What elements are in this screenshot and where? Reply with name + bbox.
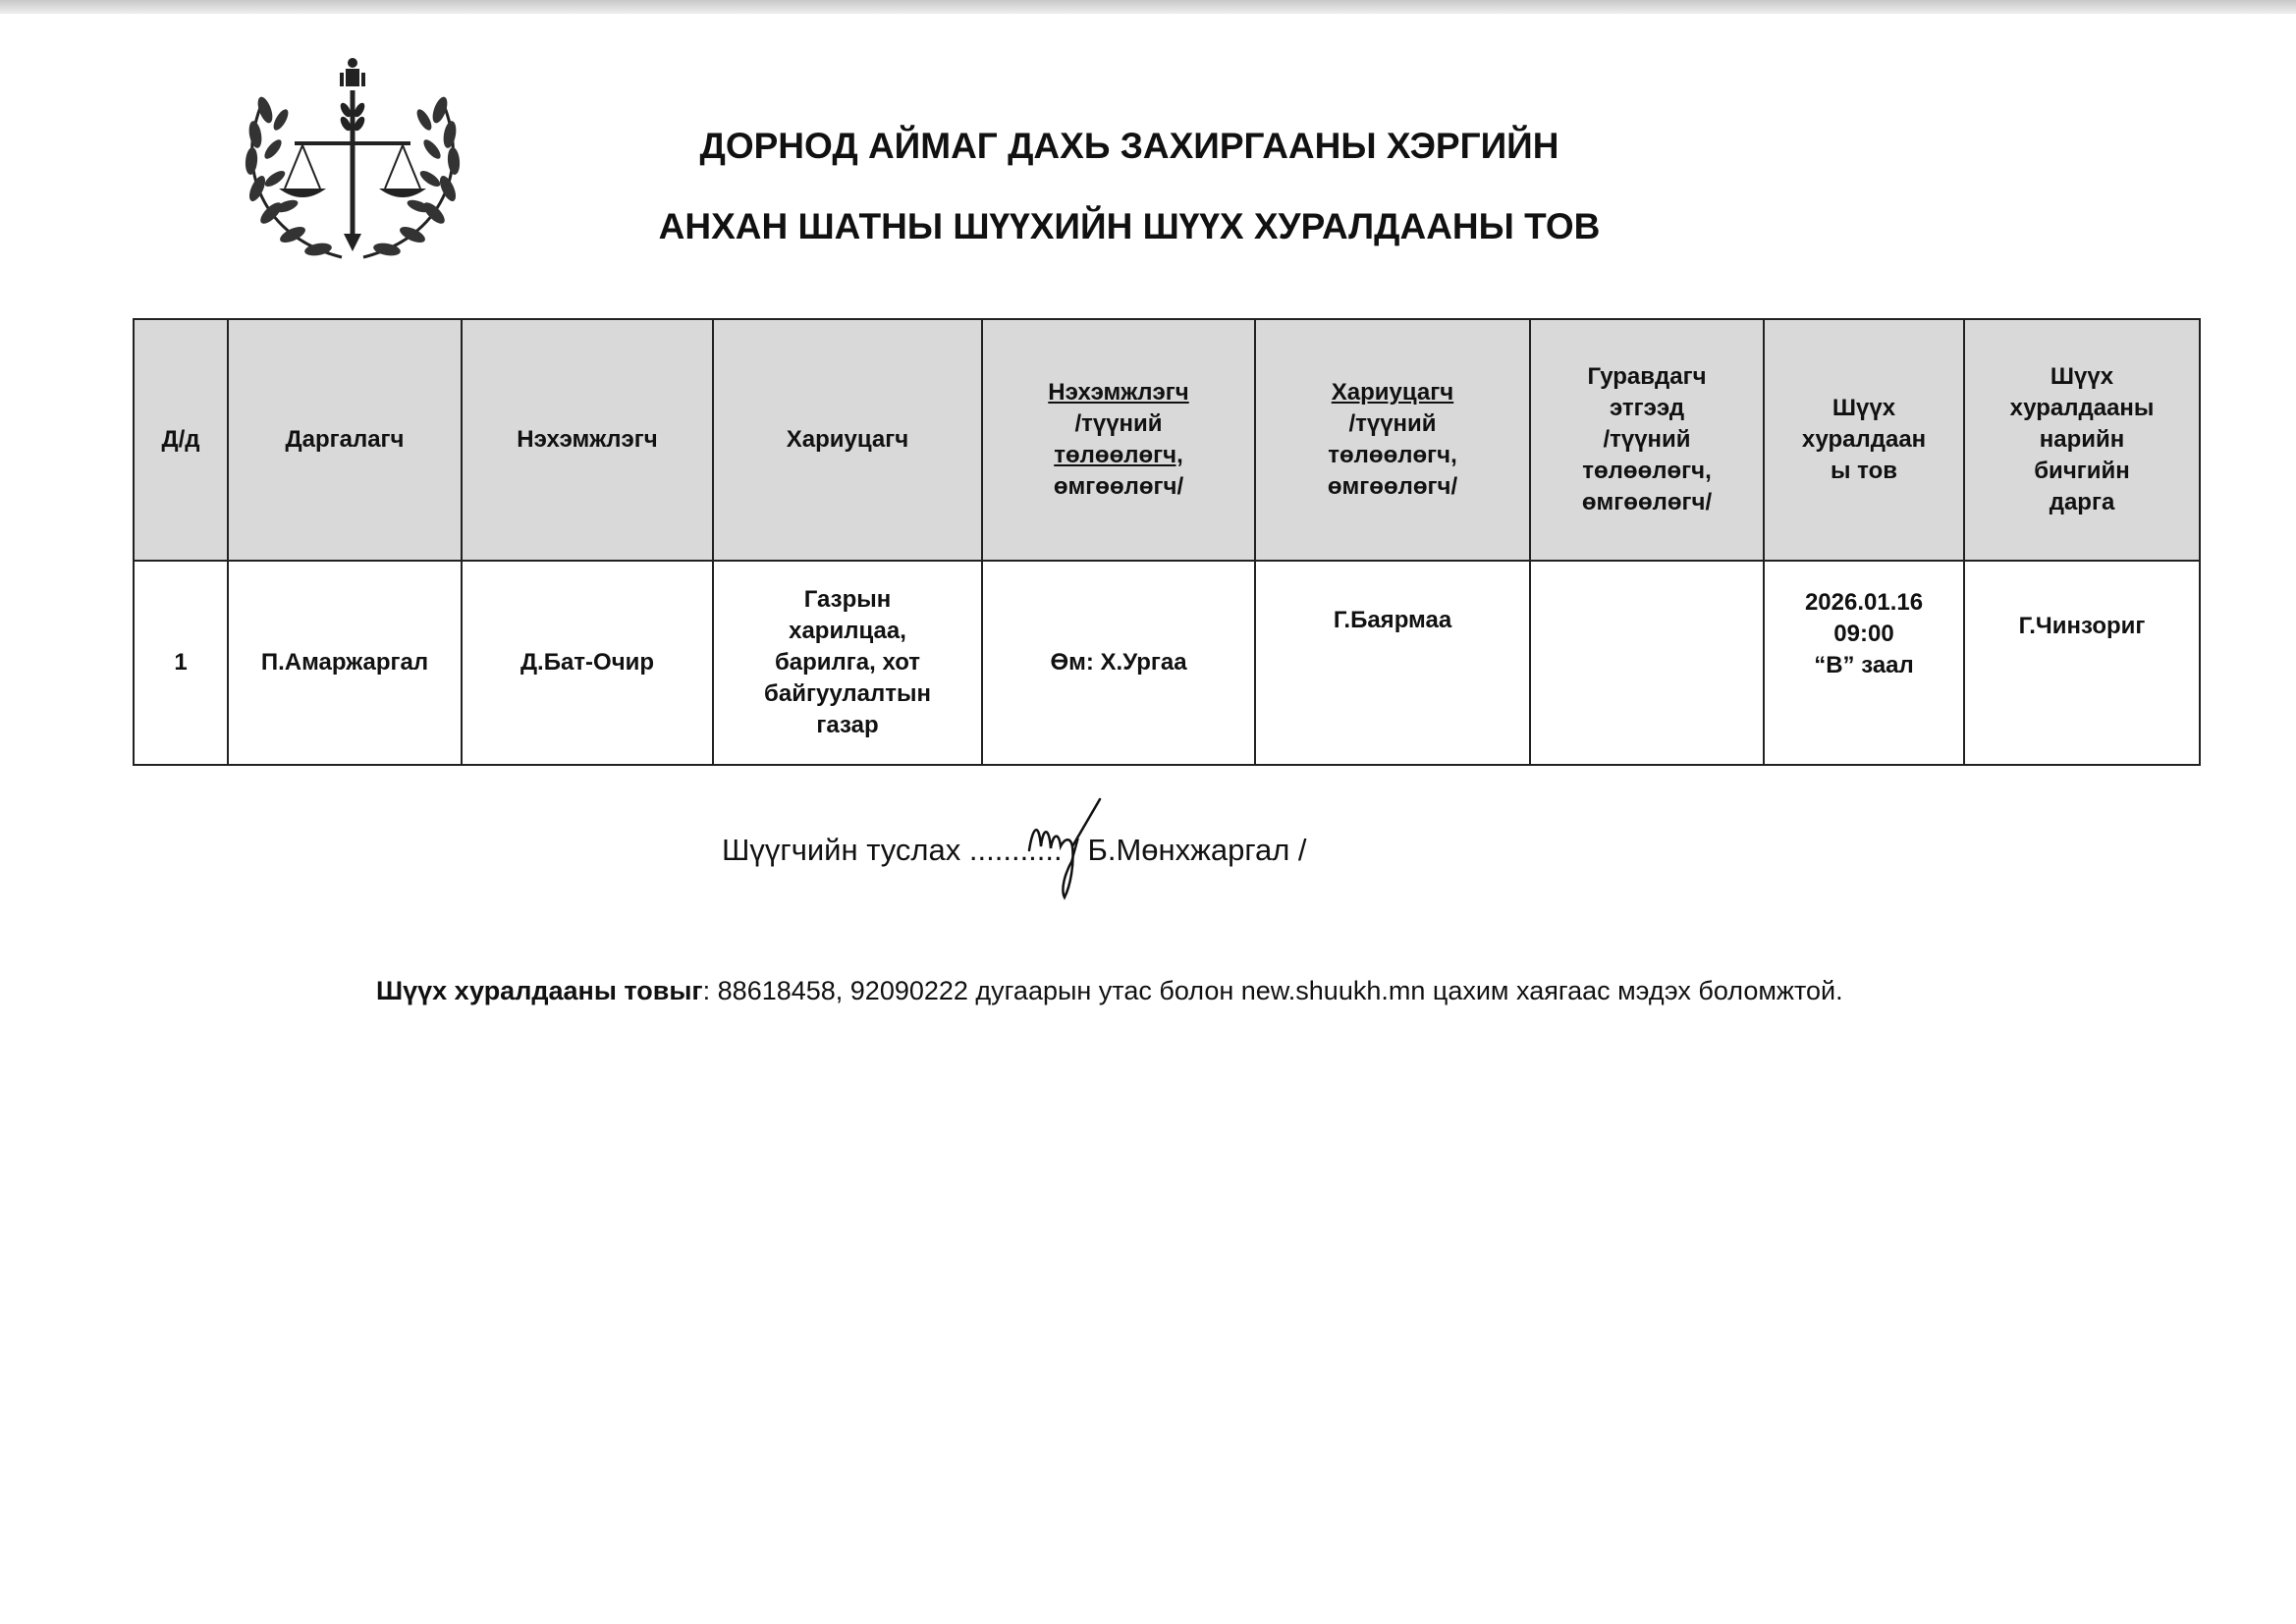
page-title: [550, 106, 1709, 267]
header-secretary-l1: Шүүх: [2050, 363, 2114, 390]
header-defendant-rep-sub1: /түүний: [1348, 410, 1437, 437]
cell-hearing-schedule: [1764, 561, 1964, 765]
header-hearing-l3: ы тов: [1830, 458, 1897, 484]
cell-defendant: [713, 561, 982, 765]
handwritten-signature: [1021, 795, 1110, 903]
cell-defendant-l5: газар: [816, 712, 879, 738]
header-third-party-l5: өмгөөлөгч/: [1581, 489, 1713, 515]
header-plaintiff-rep-sub1: /түүний: [1074, 410, 1163, 437]
header-defendant: [713, 319, 982, 561]
signature-line: [722, 833, 1307, 868]
cell-defendant-rep: Г.Баярмаа: [1255, 561, 1530, 765]
cell-plaintiff: Д.Бат-Очир: [462, 561, 713, 765]
header-third-party-l4: төлөөлөгч,: [1582, 458, 1712, 484]
header-plaintiff: [462, 319, 713, 561]
cell-defendant-l2: харилцаа,: [789, 618, 906, 644]
header-number-label: Д/д: [161, 426, 200, 453]
cell-hearing-date: 2026.01.16: [1804, 589, 1924, 616]
contact-note-text: : 88618458, 92090222 дугаарын утас болон new.shuukh.mn цахим хаягаас мэдэх боломжтой.: [702, 976, 1843, 1005]
hearing-schedule-table: [133, 318, 2201, 766]
header-third-party-l2: этгээд: [1609, 395, 1685, 421]
header-number: [134, 319, 228, 561]
header-hearing-l2: хуралдаан: [1801, 426, 1927, 453]
scan-edge: [0, 0, 2296, 14]
cell-defendant-l4: байгуулалтын: [764, 680, 931, 707]
header-secretary-l2: хуралдааны: [2009, 395, 2155, 421]
header-plaintiff-rep-sub3: өмгөөлөгч/: [1053, 473, 1184, 500]
header-third-party-l1: Гуравдагч: [1587, 363, 1707, 390]
cell-third-party: [1530, 561, 1764, 765]
header-hearing-l1: Шүүх: [1831, 395, 1896, 421]
signature-dots: ...........: [968, 833, 1063, 867]
header-secretary-l4: бичгийн: [2034, 458, 2130, 484]
signature-label: Шүүгчийн туслах: [722, 833, 961, 867]
table-row: [134, 561, 2200, 765]
header-third-party: [1530, 319, 1764, 561]
cell-plaintiff-rep: Өм: Х.Ургаа: [982, 561, 1255, 765]
header-defendant-rep-main: Хариуцагч: [1331, 379, 1454, 406]
contact-note-bold: Шүүх хуралдааны товыг: [376, 976, 703, 1005]
cell-hearing-room: “B” заал: [1814, 652, 1914, 678]
header-defendant-label: Хариуцагч: [786, 426, 909, 453]
cell-defendant-l1: Газрын: [803, 586, 892, 613]
title-line-2: АНХАН ШАТНЫ ШҮҮХИЙН ШҮҮХ ХУРАЛДААНЫ ТОВ: [658, 206, 1601, 246]
header-hearing-schedule: [1764, 319, 1964, 561]
header-plaintiff-rep-sub2: төлөөлөгч,: [1054, 442, 1183, 468]
court-emblem-icon: [224, 51, 481, 273]
cell-number: 1: [134, 561, 228, 765]
header-presiding-label: Даргалагч: [285, 426, 405, 453]
header-plaintiff-rep: [982, 319, 1255, 561]
header-presiding: [228, 319, 462, 561]
header-defendant-rep-sub3: өмгөөлөгч/: [1327, 473, 1458, 500]
header-secretary-l5: дарга: [2049, 489, 2115, 515]
contact-note: [376, 976, 1843, 1006]
header-defendant-rep: [1255, 319, 1530, 561]
title-line-1: ДОРНОД АЙМАГ ДАХЬ ЗАХИРГААНЫ ХЭРГИЙН: [699, 126, 1559, 166]
header-plaintiff-rep-main: Нэхэмжлэгч: [1048, 379, 1189, 406]
cell-hearing-time: 09:00: [1833, 621, 1894, 647]
cell-defendant-l3: барилга, хот: [774, 649, 921, 676]
signature-name: / Б.Мөнхжаргал /: [1070, 833, 1307, 867]
header-secretary: [1964, 319, 2200, 561]
header-third-party-l3: /түүний: [1603, 426, 1691, 453]
cell-presiding: П.Амаржаргал: [228, 561, 462, 765]
header-plaintiff-label: Нэхэмжлэгч: [517, 426, 658, 453]
cell-secretary: Г.Чинзориг: [1964, 561, 2200, 765]
header-defendant-rep-sub2: төлөөлөгч,: [1328, 442, 1457, 468]
header-secretary-l3: нарийн: [2039, 426, 2125, 453]
table-header-row: [134, 319, 2200, 561]
